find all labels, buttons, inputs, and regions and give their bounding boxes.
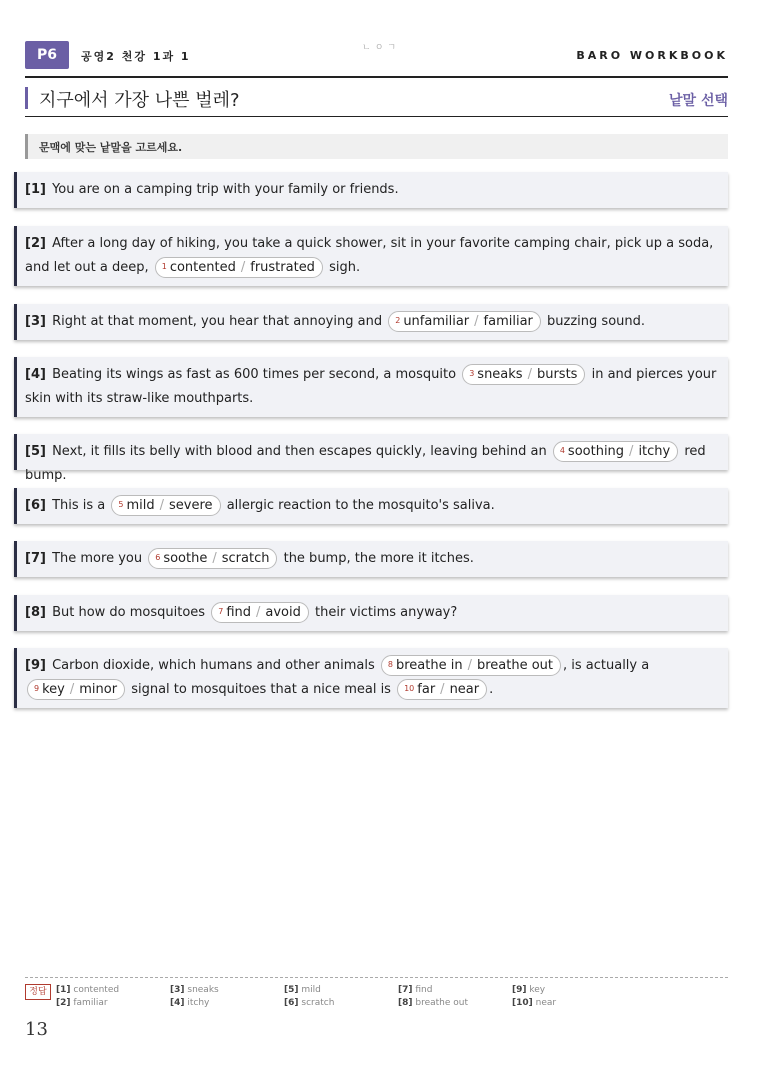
sentence-text: This is a (52, 498, 106, 513)
choice-number: 4 (559, 446, 565, 455)
page-label-badge: P6 (25, 41, 69, 69)
sentence-text: . (489, 682, 494, 697)
sentence-text: Next, it fills its belly with blood and then escapes quickly, leaving behind an (52, 444, 547, 459)
answer-value: breathe out (415, 998, 469, 1008)
choice-option-a[interactable]: soothing (567, 444, 625, 459)
sentence-number: [8] (25, 605, 46, 620)
sentence-text: allergic reaction to the mosquito's saliva. (226, 498, 495, 513)
choice-option-b[interactable]: scratch (221, 551, 270, 566)
choice-separator: / (474, 314, 479, 329)
choice-separator: / (256, 605, 261, 620)
word-choice-9[interactable] (27, 679, 125, 700)
answer-key-num: [9] (512, 985, 527, 995)
sentence-text: the bump, the more it itches. (283, 551, 474, 566)
sentence-text: signal to mosquitoes that a nice meal is (131, 682, 391, 697)
choice-number: 6 (155, 553, 161, 562)
choice-option-a[interactable]: contented (169, 260, 236, 275)
word-choice-6[interactable] (148, 548, 277, 569)
sentence-text: , is actually a (563, 658, 650, 673)
sentence-text: Right at that moment, you hear that annoying and (52, 314, 383, 329)
sentence-number: [6] (25, 498, 46, 513)
choice-option-b[interactable]: itchy (638, 444, 671, 459)
answer-item (284, 997, 334, 1010)
title-accent-bar (25, 87, 28, 109)
sentence-number: [9] (25, 658, 46, 673)
choice-option-a[interactable]: breathe in (395, 658, 463, 673)
sentence-number: [2] (25, 236, 46, 251)
choice-option-a[interactable]: mild (126, 498, 155, 513)
answer-value: contented (73, 985, 120, 995)
answer-item (284, 984, 321, 997)
answer-label: 정답 (25, 984, 51, 1000)
sentence-item-1 (14, 172, 728, 208)
sentence-number: [1] (25, 182, 46, 197)
sentence-text: Beating its wings as fast as 600 times per second, a mosquito (52, 367, 457, 382)
answer-key (25, 977, 728, 1018)
answer-key-num: [3] (170, 985, 185, 995)
choice-number: 9 (34, 684, 40, 693)
answer-item (56, 997, 108, 1010)
header-center-mark: ㄴㅇㄱ (362, 43, 401, 53)
sentence-item-8 (14, 595, 728, 631)
choice-option-a[interactable]: sneaks (477, 367, 523, 382)
choice-separator: / (212, 551, 217, 566)
word-choice-5[interactable] (111, 495, 220, 516)
title-row (25, 84, 728, 117)
word-choice-10[interactable] (397, 679, 487, 700)
choice-separator: / (467, 658, 472, 673)
choice-number: 2 (395, 316, 401, 325)
answer-value: find (415, 985, 433, 995)
sentence-number: [5] (25, 444, 46, 459)
word-choice-7[interactable] (211, 602, 309, 623)
answer-item (398, 984, 432, 997)
word-choice-1[interactable] (155, 257, 323, 278)
choice-separator: / (440, 682, 445, 697)
instruction-box (25, 134, 728, 159)
answer-value: scratch (301, 998, 335, 1008)
word-choice-4[interactable] (553, 441, 678, 462)
choice-option-b[interactable]: familiar (483, 314, 533, 329)
brand-label: BARO WORKBOOK (576, 49, 728, 62)
choice-number: 3 (469, 369, 475, 378)
choice-option-b[interactable]: near (449, 682, 480, 697)
choice-option-b[interactable]: bursts (536, 367, 578, 382)
answer-value: itchy (187, 998, 210, 1008)
page-header (25, 40, 728, 78)
answer-item (512, 984, 545, 997)
course-label: 공영2 천강 1과 1 (81, 50, 191, 63)
word-choice-3[interactable] (462, 364, 585, 385)
sentence-item-9 (14, 648, 728, 708)
choice-number: 10 (404, 684, 415, 693)
word-choice-2[interactable] (388, 311, 541, 332)
choice-option-a[interactable]: unfamiliar (403, 314, 470, 329)
answer-key-num: [4] (170, 998, 185, 1008)
sentence-number: [3] (25, 314, 46, 329)
sentence-text: Carbon dioxide, which humans and other animals (52, 658, 375, 673)
choice-option-b[interactable]: breathe out (476, 658, 553, 673)
sentence-item-5 (14, 434, 728, 483)
sentence-text: red bump. (25, 444, 706, 483)
sentence-text: After a long day of hiking, you take a quick shower, sit in your favorite camping chair, pick up a soda, and let out a deep, (25, 236, 714, 275)
choice-separator: / (527, 367, 532, 382)
sentence-item-4 (14, 357, 728, 417)
instruction-text: 문맥에 맞는 낱말을 고르세요. (39, 141, 183, 154)
answer-item (170, 984, 219, 997)
choice-separator: / (159, 498, 165, 513)
page-title: 지구에서 가장 나쁜 벌레? (39, 90, 240, 111)
section-tag: 낱말 선택 (669, 93, 728, 109)
sentence-item-7 (14, 541, 728, 577)
answer-item (512, 997, 556, 1010)
page-number: 13 (25, 1019, 48, 1040)
sentence-item-6 (14, 488, 728, 524)
answer-item (170, 997, 209, 1010)
sentence-item-3 (14, 304, 728, 340)
answer-key-num: [1] (56, 985, 71, 995)
sentence-text: in and pierces your skin with its straw-like mouthparts. (25, 367, 717, 406)
choice-separator: / (629, 444, 634, 459)
sentence-text: The more you (52, 551, 143, 566)
choice-separator: / (69, 682, 75, 697)
sentence-number: [7] (25, 551, 46, 566)
answer-key-num: [2] (56, 998, 71, 1008)
choice-option-a[interactable]: find (226, 605, 251, 620)
answer-item (398, 997, 468, 1010)
sentence-text: their victims anyway? (315, 605, 458, 620)
choice-option-a[interactable]: far (417, 682, 436, 697)
choice-option-b[interactable]: frustrated (250, 260, 315, 275)
sentence-text: You are on a camping trip with your family or friends. (52, 182, 399, 197)
answer-value: near (535, 998, 557, 1008)
choice-option-a[interactable]: soothe (163, 551, 208, 566)
choice-option-a[interactable]: key (42, 682, 65, 697)
answer-key-num: [8] (398, 998, 413, 1008)
choice-option-b[interactable]: avoid (265, 605, 301, 620)
choice-option-b[interactable]: minor (79, 682, 118, 697)
answer-key-num: [7] (398, 985, 413, 995)
choice-number: 7 (218, 607, 224, 616)
choice-number: 8 (387, 660, 393, 669)
answer-value: familiar (73, 998, 108, 1008)
answer-key-num: [6] (284, 998, 299, 1008)
answer-value: key (529, 985, 546, 995)
sentence-text: buzzing sound. (547, 314, 646, 329)
sentence-item-2 (14, 226, 728, 286)
choice-option-b[interactable]: severe (169, 498, 213, 513)
answer-key-num: [10] (512, 998, 533, 1008)
answer-item (56, 984, 119, 997)
choice-number: 1 (161, 262, 167, 271)
sentence-text: But how do mosquitoes (52, 605, 206, 620)
choice-number: 5 (118, 500, 124, 509)
sentence-text: sigh. (329, 260, 361, 275)
sentence-number: [4] (25, 367, 46, 382)
word-choice-8[interactable] (381, 655, 561, 676)
answer-value: mild (301, 985, 321, 995)
answer-key-num: [5] (284, 985, 299, 995)
answer-value: sneaks (187, 985, 219, 995)
choice-separator: / (240, 260, 246, 275)
